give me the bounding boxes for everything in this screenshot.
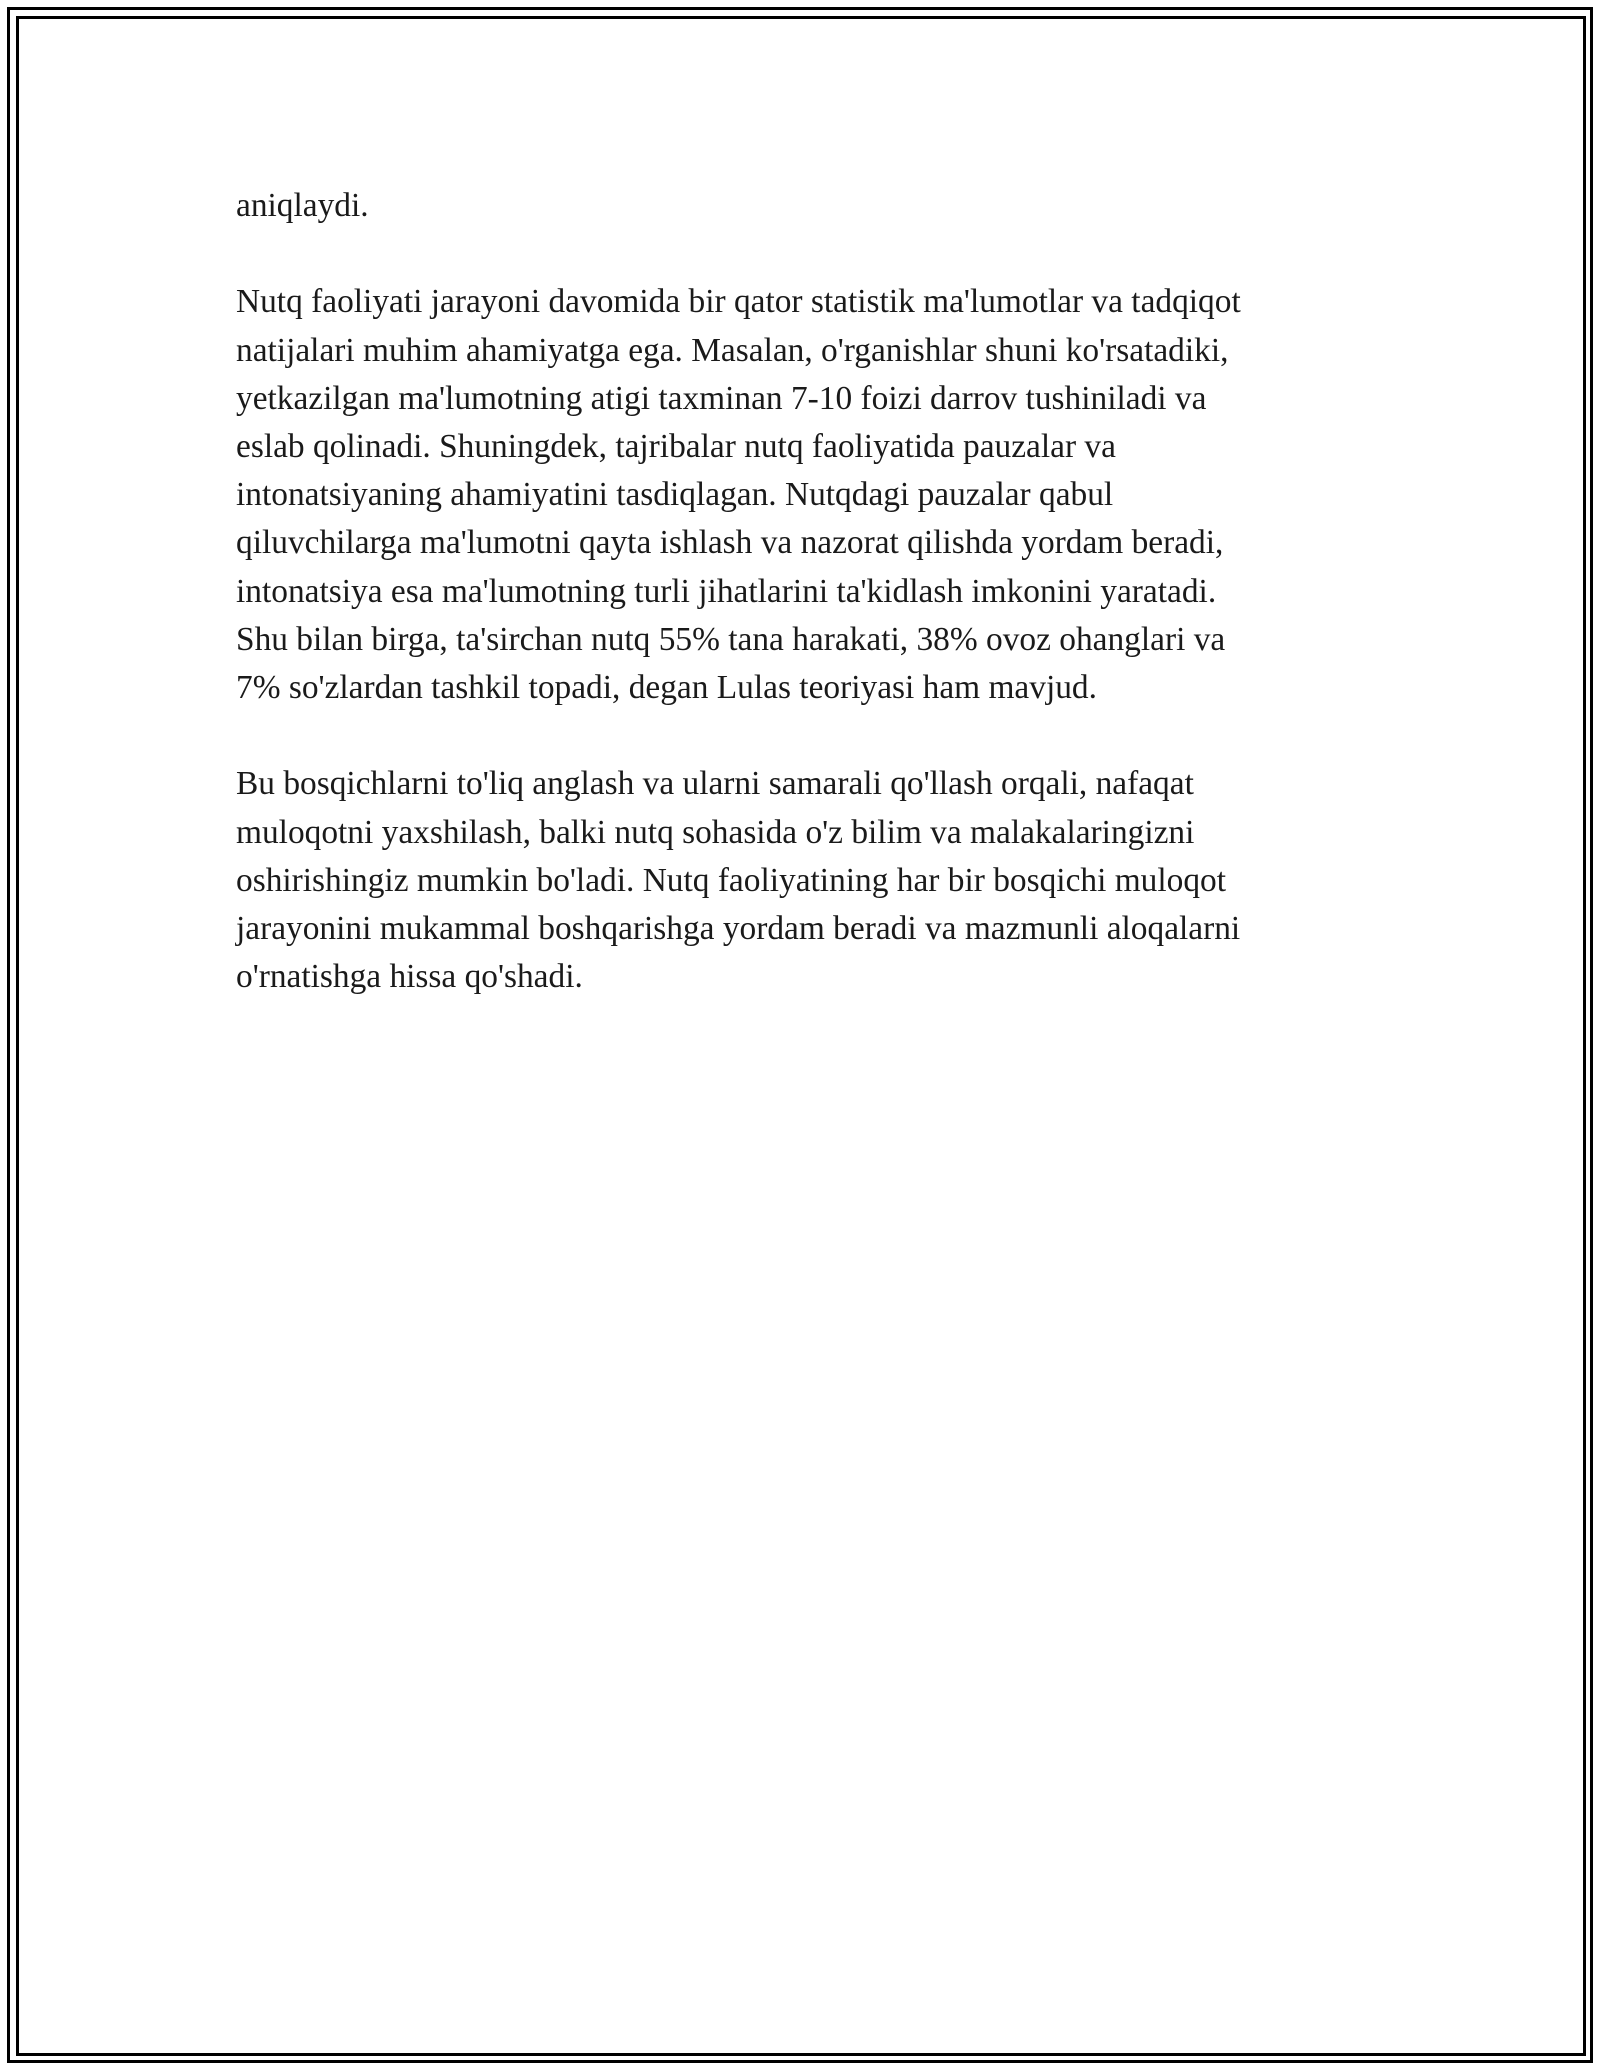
document-body (236, 182, 1366, 1050)
paragraph-continuation: aniqlaydi. (236, 187, 369, 224)
paragraph-conclusion: Bu bosqichlarni to'liq anglash va ularni samarali qo'llash orqali, nafaqat muloqotni yaxshilash, balki nutq sohasida o'z bilim va malakalaringizni oshirishingiz mumkin bo'ladi. Nutq faoliyatining har bir bosqichi muloqot jarayonini mukammal boshqarishga yordam beradi va mazmunli aloqalarni o'rnatishga hissa qo'shadi. (236, 765, 1241, 996)
paragraph-statistics: Nutq faoliyati jarayoni davomida bir qator statistik ma'lumotlar va tadqiqot natijalari muhim ahamiyatga ega. Masalan, o'rganishlar shuni ko'rsatadiki, yetkazilgan ma'lumotning atigi taxminan 7-10 foizi darrov tushiniladi va eslab qolinadi. Shuningdek, tajribalar nutq faoliyatida pauzalar va intonatsiyaning ahamiyatini tasdiqlagan. Nutqdagi pauzalar qabul qiluvchilarga ma'lumotni qayta ishlash va nazorat qilishda yordam beradi, intonatsiya esa ma'lumotning turli jihatlarini ta'kidlash imkonini yaratadi. Shu bilan birga, ta'sirchan nutq 55% tana harakati, 38% ovoz ohanglari va 7% so'zlardan tashkil topadi, degan Lulas teoriyasi ham mavjud. (236, 283, 1241, 707)
